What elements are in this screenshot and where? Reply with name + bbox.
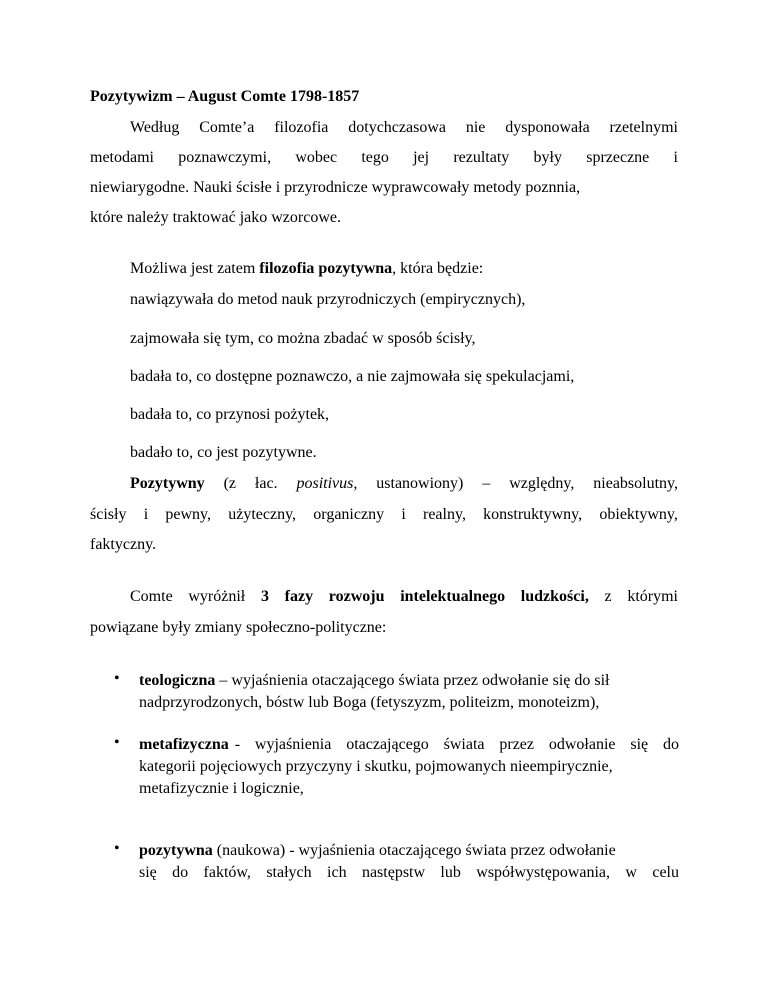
word: –	[482, 475, 491, 492]
phase-text: nadprzyrodzonych, bóstw lub Boga (fetyszyzm, politeizm, monoteizm),	[139, 694, 600, 711]
word: ustanowiony)	[376, 475, 464, 492]
lead-text-end: , która będzie:	[392, 260, 484, 277]
word: organiczny	[313, 506, 385, 523]
word: ścisły	[90, 506, 127, 523]
word: tego	[361, 149, 389, 166]
phase-suffix: (naukowa)	[212, 842, 286, 859]
word: dotychczasowa	[348, 119, 446, 136]
word: użyteczny,	[228, 506, 297, 523]
word-with-bold	[521, 588, 589, 606]
page-title: Pozytywizm – August Comte 1798-1857	[90, 88, 360, 105]
word: Comte	[130, 588, 173, 605]
positive-item: badała to, co dostępne poznawczo, a nie zajmowała się spekulacjami,	[130, 368, 575, 385]
word: sprzeczne	[586, 149, 650, 166]
intro-line-3: niewiarygodne. Nauki ścisłe i przyrodnicze wyprawcowały metody poznnia,	[90, 179, 581, 196]
word: były	[533, 149, 562, 166]
bullet-icon: •	[114, 840, 120, 857]
phase-head	[139, 734, 229, 756]
word: realny,	[423, 506, 466, 523]
phase-name: pozytywna	[139, 842, 213, 859]
phases-intro-line-1	[130, 588, 678, 606]
word: i	[401, 506, 406, 523]
phase-text: - wyjaśnienia otaczającego świata przez odwołanie	[289, 842, 616, 859]
lead-bold-text: filozofia pozytywna	[259, 260, 393, 277]
intro-line-4: które należy traktować jako wzorcowe.	[90, 209, 341, 226]
bold-word: intelektualnego	[400, 588, 506, 605]
bold-word: ludzkości,	[520, 588, 589, 605]
word: filozofia	[274, 119, 329, 136]
positive-item: nawiązywała do metod nauk przyrodniczych (empirycznych),	[130, 291, 526, 308]
positive-item: badała to, co przynosi pożytek,	[130, 406, 330, 423]
word: rezultaty	[453, 149, 510, 166]
word: z	[604, 588, 612, 605]
phase-metafizyczna	[139, 734, 679, 800]
phase-text: kategorii pojęciowych przyczyny i skutku, pojmowanych nieempirycznie,	[139, 758, 613, 775]
word: dysponowała	[505, 119, 590, 136]
phase-name: teologiczna	[139, 672, 216, 689]
definition-term: Pozytywny	[130, 475, 205, 492]
word: względny,	[509, 475, 575, 492]
word: metodami	[90, 149, 154, 166]
word: nieabsolutny,	[593, 475, 678, 492]
word: obiektywny,	[599, 506, 678, 523]
word: i	[673, 149, 678, 166]
word: jej	[413, 149, 430, 166]
word: łac.	[254, 475, 278, 492]
phase-teologiczna	[139, 670, 679, 714]
word: wobec	[295, 149, 338, 166]
word: pewny,	[165, 506, 211, 523]
positive-philosophy-lead	[130, 260, 483, 278]
bold-word: 3	[260, 588, 269, 605]
bold-word: rozwoju	[328, 588, 385, 605]
positive-item: zajmowała się tym, co można zbadać w sposób ścisły,	[130, 330, 476, 347]
word: (z	[223, 475, 236, 492]
word: Według	[130, 119, 180, 136]
word: rzetelnymi	[609, 119, 678, 136]
word: i	[143, 506, 149, 523]
word: konstruktywny,	[483, 506, 583, 523]
phase-text: - wyjaśnienia otaczającego świata przez odwołanie się do	[234, 736, 679, 753]
bullet-icon: •	[114, 734, 120, 751]
phase-text: – wyjaśnienia otaczającego świata przez odwołanie się do sił	[219, 672, 610, 689]
positive-item: badało to, co jest pozytywne.	[130, 444, 317, 461]
phase-pozytywna	[139, 840, 679, 884]
word: którymi	[627, 588, 678, 605]
bold-word: fazy	[284, 588, 314, 605]
word: nie	[465, 119, 486, 136]
phase-text: się do faktów, stałych ich następstw lub współwystępowania, w celu	[139, 864, 679, 881]
intro-line-1	[130, 119, 678, 137]
word: Comte’a	[199, 119, 255, 136]
definition-line-3: faktyczny.	[90, 536, 157, 553]
phase-name: metafizyczna	[139, 736, 229, 753]
bullet-icon: •	[114, 670, 120, 687]
definition-line-1	[130, 475, 678, 493]
phases-intro-line-2: powiązane były zmiany społeczno-polityczne:	[90, 619, 387, 636]
phase-text: metafizycznie i logicznie,	[139, 780, 304, 797]
definition-line-2	[90, 506, 678, 524]
intro-line-2	[90, 149, 678, 167]
word: poznawczymi,	[178, 149, 272, 166]
word: wyróżnił	[188, 588, 246, 605]
latin-word: positivus,	[296, 475, 358, 492]
lead-text: Możliwa jest zatem	[130, 260, 260, 277]
